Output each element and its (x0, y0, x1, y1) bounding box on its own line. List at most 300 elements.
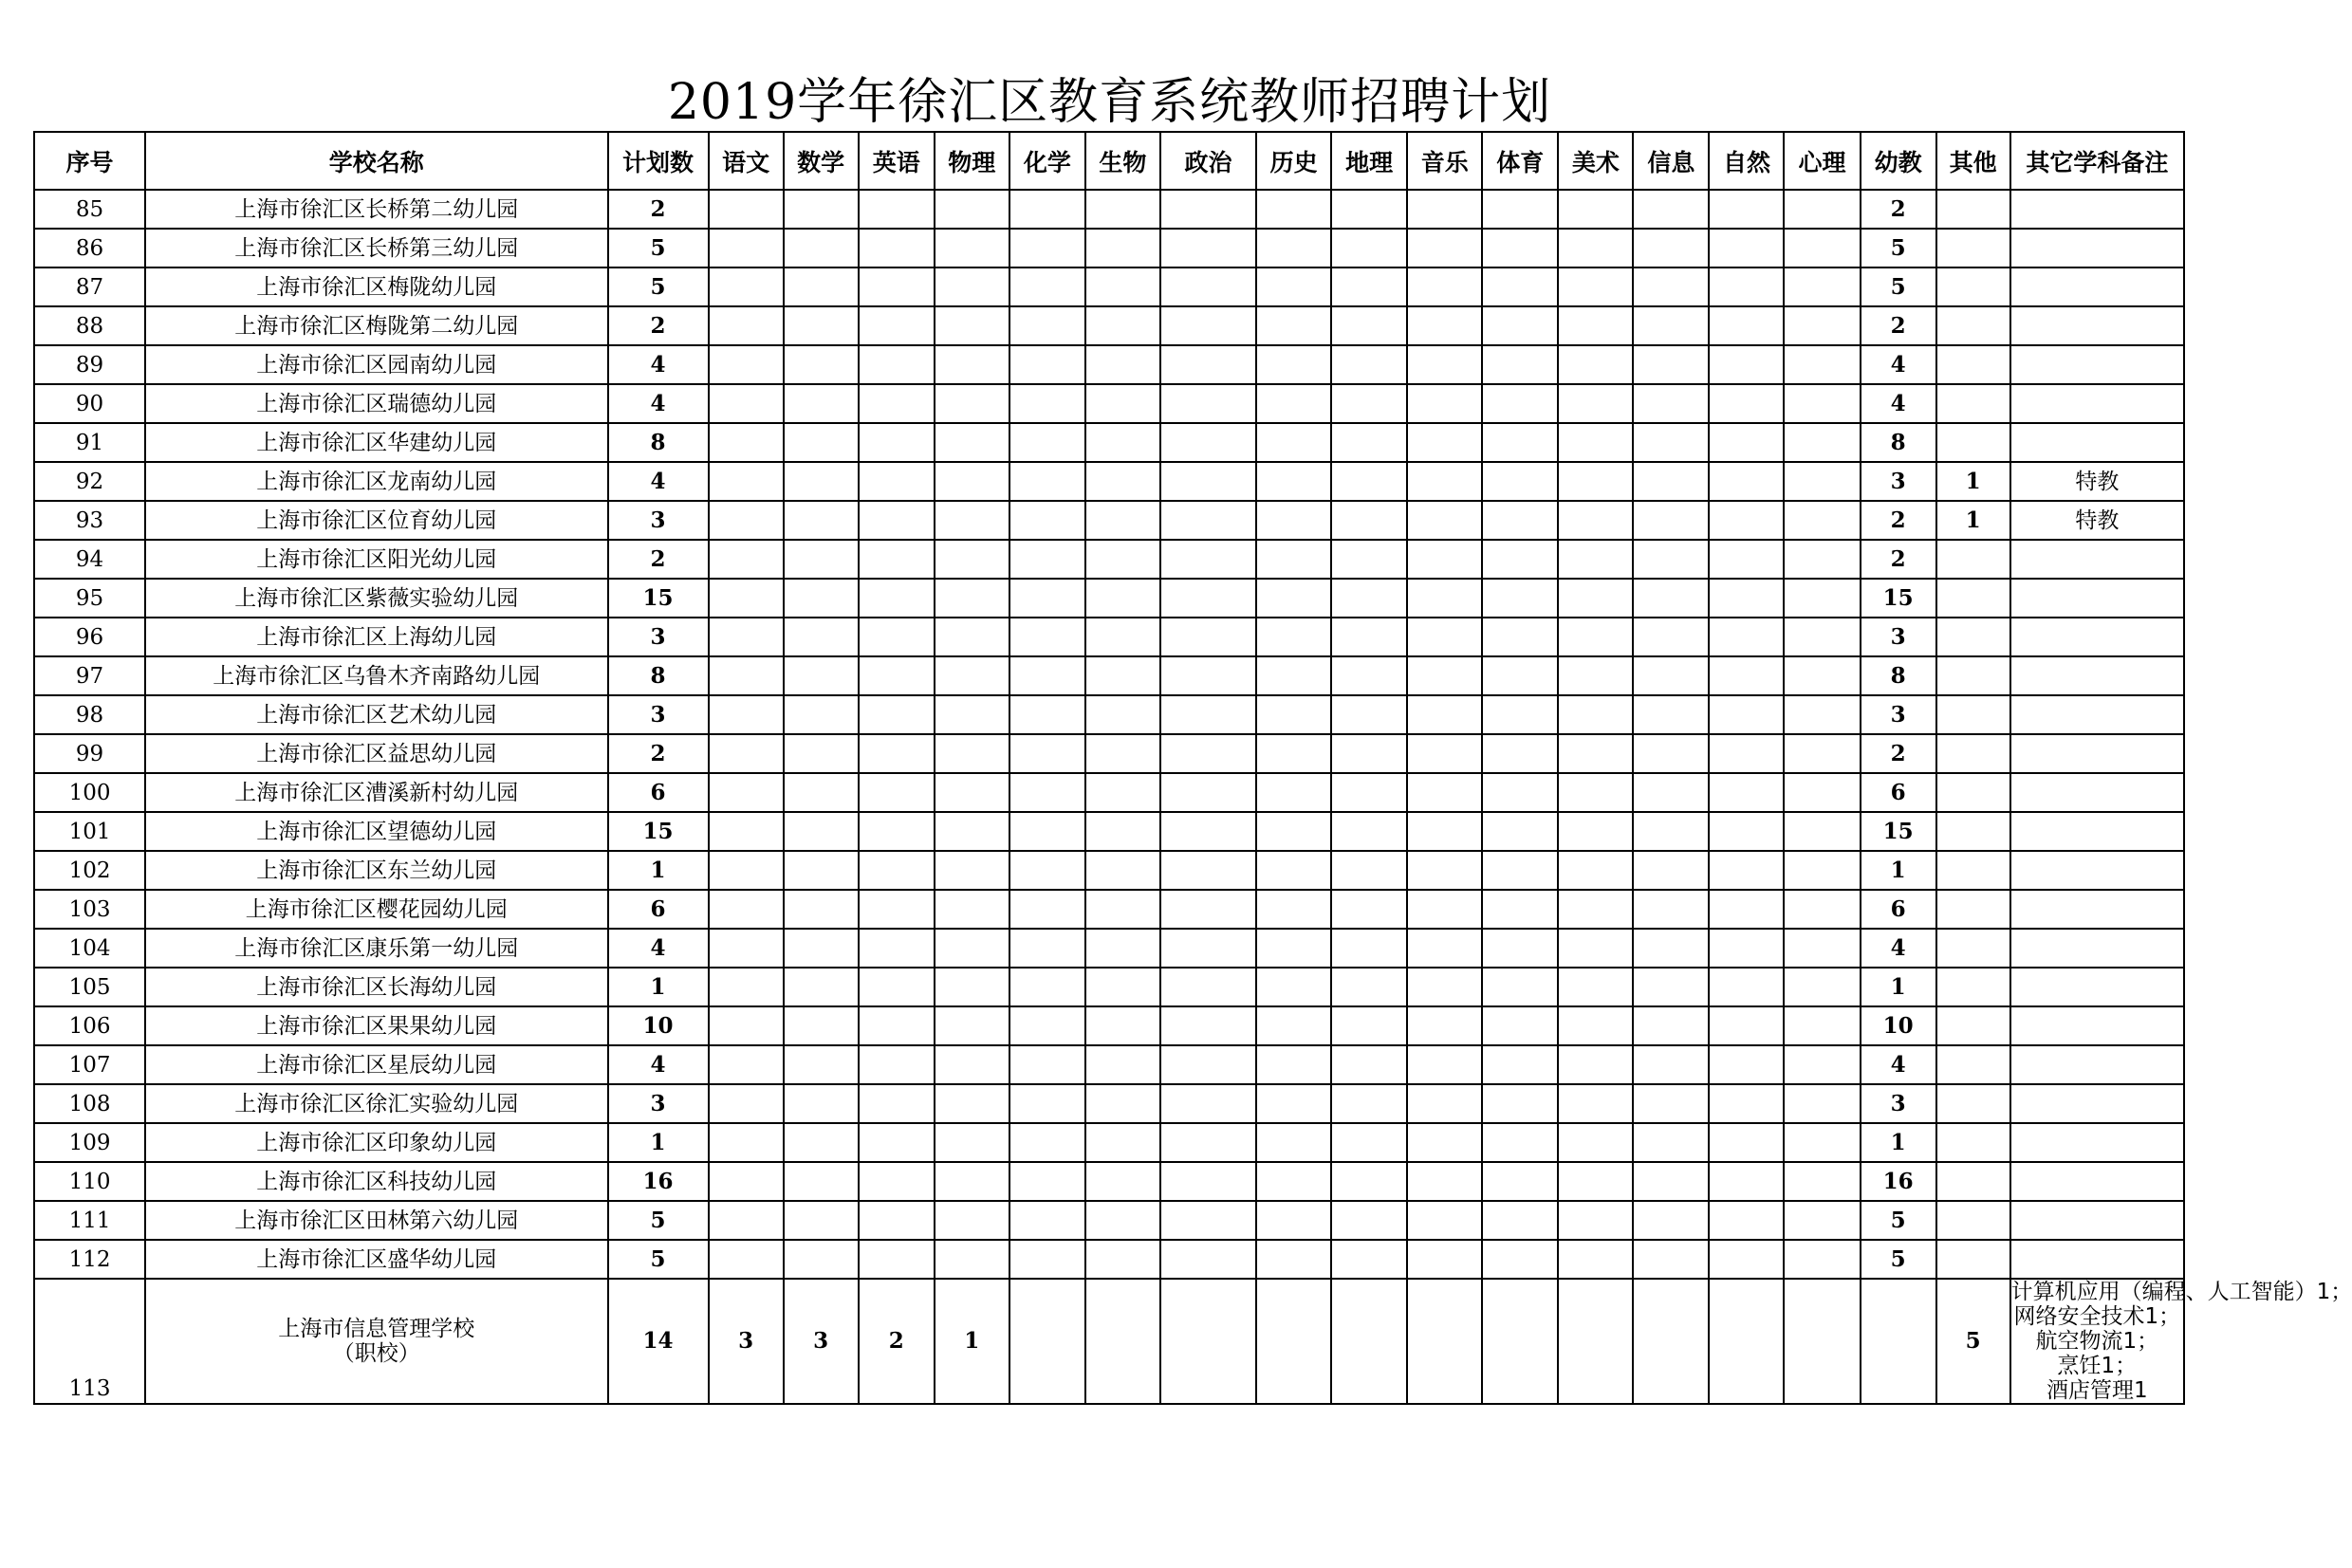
geography-count (1331, 851, 1407, 890)
it-count (1633, 1279, 1709, 1404)
psychology-count (1784, 773, 1860, 812)
chemistry-count (1009, 462, 1085, 501)
table-row (34, 1084, 2184, 1123)
geography-count (1331, 229, 1407, 267)
psychology-count (1784, 929, 1860, 968)
table-row (34, 1279, 2184, 1404)
politics-count (1160, 890, 1256, 929)
music-count (1407, 968, 1482, 1006)
music-count (1407, 1123, 1482, 1162)
math-count (784, 851, 859, 890)
plan-count: 3 (608, 1084, 709, 1123)
other-count (1936, 423, 2010, 462)
physics-count (935, 618, 1009, 656)
chinese-count (709, 384, 784, 423)
plan-count: 16 (608, 1162, 709, 1201)
geography-count (1331, 501, 1407, 540)
psychology-count (1784, 968, 1860, 1006)
math-count (784, 695, 859, 734)
table-row (34, 929, 2184, 968)
pe-count (1482, 618, 1558, 656)
plan-count: 2 (608, 306, 709, 345)
chemistry-count (1009, 1240, 1085, 1279)
chemistry-count (1009, 1201, 1085, 1240)
geography-count (1331, 1006, 1407, 1045)
music-count (1407, 812, 1482, 851)
chinese-count (709, 812, 784, 851)
school-name: 上海市徐汇区樱花园幼儿园 (145, 890, 607, 929)
table-row (34, 579, 2184, 618)
history-count (1256, 773, 1331, 812)
physics-count (935, 1006, 1009, 1045)
plan-count: 4 (608, 384, 709, 423)
other-count (1936, 695, 2010, 734)
biology-count (1085, 656, 1160, 695)
biology-count (1085, 384, 1160, 423)
geography-count (1331, 423, 1407, 462)
other-subject-remark (2010, 618, 2184, 656)
other-count (1936, 812, 2010, 851)
politics-count (1160, 773, 1256, 812)
chemistry-count (1009, 851, 1085, 890)
row-number: 109 (34, 1123, 145, 1162)
plan-count: 15 (608, 579, 709, 618)
geography-count (1331, 695, 1407, 734)
other-count (1936, 734, 2010, 773)
geography-count (1331, 267, 1407, 306)
chinese-count (709, 656, 784, 695)
chemistry-count (1009, 1084, 1085, 1123)
header-cell: 序号 (34, 132, 145, 190)
preschool-count: 15 (1861, 812, 1936, 851)
nature-count (1709, 890, 1784, 929)
header-cell: 美术 (1558, 132, 1633, 190)
preschool-count: 3 (1861, 618, 1936, 656)
plan-count: 3 (608, 695, 709, 734)
school-name: 上海市徐汇区星辰幼儿园 (145, 1045, 607, 1084)
other-count (1936, 1240, 2010, 1279)
table-row (34, 345, 2184, 384)
row-number: 94 (34, 540, 145, 579)
math-count (784, 968, 859, 1006)
nature-count (1709, 1162, 1784, 1201)
other-subject-remark (2010, 1084, 2184, 1123)
psychology-count (1784, 618, 1860, 656)
art-count (1558, 345, 1633, 384)
english-count (859, 229, 935, 267)
chinese-count (709, 345, 784, 384)
table-row (34, 812, 2184, 851)
plan-count: 1 (608, 1123, 709, 1162)
pe-count (1482, 229, 1558, 267)
politics-count (1160, 1123, 1256, 1162)
remark-line: 酒店管理1 (2046, 1378, 2148, 1403)
chemistry-count (1009, 734, 1085, 773)
geography-count (1331, 306, 1407, 345)
pe-count (1482, 1045, 1558, 1084)
plan-count: 3 (608, 618, 709, 656)
preschool-count: 5 (1861, 267, 1936, 306)
chinese-count (709, 1006, 784, 1045)
other-subject-remark (2010, 1123, 2184, 1162)
english-count (859, 423, 935, 462)
header-cell: 自然 (1709, 132, 1784, 190)
row-number: 107 (34, 1045, 145, 1084)
nature-count (1709, 229, 1784, 267)
art-count (1558, 968, 1633, 1006)
history-count (1256, 345, 1331, 384)
school-name: 上海市徐汇区长海幼儿园 (145, 968, 607, 1006)
chemistry-count (1009, 968, 1085, 1006)
school-name: 上海市徐汇区瑞德幼儿园 (145, 384, 607, 423)
english-count (859, 851, 935, 890)
chinese-count (709, 540, 784, 579)
school-name: 上海市徐汇区徐汇实验幼儿园 (145, 1084, 607, 1123)
pe-count (1482, 773, 1558, 812)
art-count (1558, 462, 1633, 501)
geography-count (1331, 190, 1407, 229)
geography-count (1331, 1201, 1407, 1240)
pe-count (1482, 1201, 1558, 1240)
psychology-count (1784, 267, 1860, 306)
plan-count: 2 (608, 734, 709, 773)
row-number: 111 (34, 1201, 145, 1240)
school-name: 上海市徐汇区康乐第一幼儿园 (145, 929, 607, 968)
it-count (1633, 734, 1709, 773)
english-count (859, 462, 935, 501)
physics-count (935, 695, 1009, 734)
biology-count (1085, 773, 1160, 812)
music-count (1407, 890, 1482, 929)
other-subject-remark (2010, 656, 2184, 695)
preschool-count: 2 (1861, 306, 1936, 345)
other-subject-remark (2010, 1240, 2184, 1279)
math-count (784, 462, 859, 501)
header-cell: 其它学科备注 (2010, 132, 2184, 190)
it-count (1633, 1123, 1709, 1162)
row-number: 100 (34, 773, 145, 812)
it-count (1633, 1240, 1709, 1279)
music-count (1407, 1240, 1482, 1279)
politics-count (1160, 968, 1256, 1006)
music-count (1407, 1279, 1482, 1404)
music-count (1407, 1201, 1482, 1240)
math-count (784, 1123, 859, 1162)
politics-count (1160, 734, 1256, 773)
history-count (1256, 1006, 1331, 1045)
politics-count (1160, 812, 1256, 851)
other-subject-remark (2010, 229, 2184, 267)
other-subject-remark (2010, 1006, 2184, 1045)
it-count (1633, 306, 1709, 345)
music-count (1407, 267, 1482, 306)
other-count (1936, 190, 2010, 229)
other-count (1936, 968, 2010, 1006)
geography-count (1331, 1162, 1407, 1201)
row-number: 89 (34, 345, 145, 384)
preschool-count: 2 (1861, 501, 1936, 540)
pe-count (1482, 1006, 1558, 1045)
other-subject-remark (2010, 1201, 2184, 1240)
politics-count (1160, 462, 1256, 501)
history-count (1256, 656, 1331, 695)
english-count (859, 929, 935, 968)
it-count (1633, 267, 1709, 306)
preschool-count: 4 (1861, 1045, 1936, 1084)
physics-count (935, 1240, 1009, 1279)
physics-count (935, 1084, 1009, 1123)
music-count (1407, 1162, 1482, 1201)
it-count (1633, 190, 1709, 229)
row-number: 102 (34, 851, 145, 890)
it-count (1633, 462, 1709, 501)
pe-count (1482, 929, 1558, 968)
it-count (1633, 1084, 1709, 1123)
geography-count (1331, 345, 1407, 384)
pe-count (1482, 462, 1558, 501)
english-count (859, 1201, 935, 1240)
other-subject-remark (2010, 267, 2184, 306)
chemistry-count (1009, 306, 1085, 345)
nature-count (1709, 851, 1784, 890)
english-count (859, 384, 935, 423)
psychology-count (1784, 579, 1860, 618)
nature-count (1709, 773, 1784, 812)
physics-count (935, 968, 1009, 1006)
geography-count (1331, 656, 1407, 695)
other-count (1936, 773, 2010, 812)
history-count (1256, 1240, 1331, 1279)
politics-count (1160, 1201, 1256, 1240)
row-number: 90 (34, 384, 145, 423)
geography-count (1331, 1045, 1407, 1084)
biology-count (1085, 345, 1160, 384)
school-name: 上海市徐汇区长桥第三幼儿园 (145, 229, 607, 267)
music-count (1407, 1006, 1482, 1045)
physics-count (935, 734, 1009, 773)
geography-count (1331, 540, 1407, 579)
preschool-count: 1 (1861, 1123, 1936, 1162)
nature-count (1709, 968, 1784, 1006)
preschool-count: 6 (1861, 890, 1936, 929)
other-subject-remark (2010, 773, 2184, 812)
psychology-count (1784, 1201, 1860, 1240)
psychology-count (1784, 1123, 1860, 1162)
header-row (34, 132, 2184, 190)
history-count (1256, 812, 1331, 851)
school-name: 上海市徐汇区田林第六幼儿园 (145, 1201, 607, 1240)
plan-count: 3 (608, 501, 709, 540)
remark-line: 网络安全技术1； (2013, 1304, 2181, 1329)
it-count (1633, 423, 1709, 462)
physics-count (935, 229, 1009, 267)
preschool-count: 2 (1861, 734, 1936, 773)
politics-count (1160, 267, 1256, 306)
math-count (784, 812, 859, 851)
preschool-count: 1 (1861, 851, 1936, 890)
math-count (784, 773, 859, 812)
music-count (1407, 501, 1482, 540)
history-count (1256, 579, 1331, 618)
row-number: 112 (34, 1240, 145, 1279)
pe-count (1482, 656, 1558, 695)
english-count (859, 540, 935, 579)
chinese-count (709, 695, 784, 734)
school-name (145, 1279, 607, 1404)
it-count (1633, 345, 1709, 384)
geography-count (1331, 890, 1407, 929)
geography-count (1331, 1279, 1407, 1404)
preschool-count: 6 (1861, 773, 1936, 812)
plan-count: 14 (608, 1279, 709, 1404)
school-name: 上海市徐汇区科技幼儿园 (145, 1162, 607, 1201)
other-count (1936, 306, 2010, 345)
pe-count (1482, 1240, 1558, 1279)
politics-count (1160, 190, 1256, 229)
plan-count: 8 (608, 656, 709, 695)
math-count (784, 890, 859, 929)
table-row (34, 229, 2184, 267)
chemistry-count (1009, 384, 1085, 423)
biology-count (1085, 695, 1160, 734)
nature-count (1709, 618, 1784, 656)
school-name: 上海市徐汇区梅陇第二幼儿园 (145, 306, 607, 345)
english-count (859, 968, 935, 1006)
table-row (34, 773, 2184, 812)
chemistry-count (1009, 812, 1085, 851)
other-count (1936, 851, 2010, 890)
politics-count (1160, 540, 1256, 579)
physics-count: 1 (935, 1279, 1009, 1404)
chemistry-count (1009, 656, 1085, 695)
pe-count (1482, 695, 1558, 734)
chemistry-count (1009, 540, 1085, 579)
preschool-count: 5 (1861, 1240, 1936, 1279)
nature-count (1709, 1045, 1784, 1084)
chemistry-count (1009, 1279, 1085, 1404)
it-count (1633, 1201, 1709, 1240)
psychology-count (1784, 423, 1860, 462)
other-count (1936, 1045, 2010, 1084)
math-count (784, 579, 859, 618)
it-count (1633, 968, 1709, 1006)
pe-count (1482, 734, 1558, 773)
physics-count (935, 1045, 1009, 1084)
nature-count (1709, 345, 1784, 384)
biology-count (1085, 1162, 1160, 1201)
art-count (1558, 423, 1633, 462)
english-count: 2 (859, 1279, 935, 1404)
other-count: 1 (1936, 462, 2010, 501)
art-count (1558, 501, 1633, 540)
table-row (34, 462, 2184, 501)
chemistry-count (1009, 1006, 1085, 1045)
chinese-count (709, 890, 784, 929)
math-count (784, 190, 859, 229)
art-count (1558, 579, 1633, 618)
row-number: 98 (34, 695, 145, 734)
english-count (859, 345, 935, 384)
math-count (784, 618, 859, 656)
art-count (1558, 1279, 1633, 1404)
chinese-count (709, 968, 784, 1006)
politics-count (1160, 851, 1256, 890)
english-count (859, 773, 935, 812)
art-count (1558, 851, 1633, 890)
it-count (1633, 1006, 1709, 1045)
physics-count (935, 345, 1009, 384)
school-name: 上海市徐汇区果果幼儿园 (145, 1006, 607, 1045)
table-row (34, 1123, 2184, 1162)
music-count (1407, 656, 1482, 695)
pe-count (1482, 540, 1558, 579)
pe-count (1482, 384, 1558, 423)
physics-count (935, 1123, 1009, 1162)
header-cell: 音乐 (1407, 132, 1482, 190)
chemistry-count (1009, 890, 1085, 929)
preschool-count: 8 (1861, 656, 1936, 695)
header-cell: 数学 (784, 132, 859, 190)
psychology-count (1784, 229, 1860, 267)
art-count (1558, 656, 1633, 695)
other-subject-remark (2010, 695, 2184, 734)
biology-count (1085, 618, 1160, 656)
preschool-count: 5 (1861, 1201, 1936, 1240)
geography-count (1331, 579, 1407, 618)
politics-count (1160, 501, 1256, 540)
school-name: 上海市徐汇区望德幼儿园 (145, 812, 607, 851)
plan-count: 4 (608, 1045, 709, 1084)
art-count (1558, 734, 1633, 773)
pe-count (1482, 1084, 1558, 1123)
psychology-count (1784, 890, 1860, 929)
other-subject-remark (2010, 851, 2184, 890)
art-count (1558, 1240, 1633, 1279)
physics-count (935, 423, 1009, 462)
nature-count (1709, 1201, 1784, 1240)
table-row (34, 423, 2184, 462)
school-name: 上海市徐汇区艺术幼儿园 (145, 695, 607, 734)
other-subject-remark (2010, 306, 2184, 345)
row-number: 103 (34, 890, 145, 929)
school-name: 上海市徐汇区盛华幼儿园 (145, 1240, 607, 1279)
chinese-count (709, 618, 784, 656)
school-name: 上海市徐汇区紫薇实验幼儿园 (145, 579, 607, 618)
it-count (1633, 929, 1709, 968)
table-row (34, 501, 2184, 540)
plan-count: 5 (608, 1201, 709, 1240)
physics-count (935, 851, 1009, 890)
school-name: 上海市徐汇区梅陇幼儿园 (145, 267, 607, 306)
biology-count (1085, 1123, 1160, 1162)
biology-count (1085, 1045, 1160, 1084)
art-count (1558, 306, 1633, 345)
table-row (34, 734, 2184, 773)
art-count (1558, 812, 1633, 851)
nature-count (1709, 462, 1784, 501)
music-count (1407, 929, 1482, 968)
history-count (1256, 540, 1331, 579)
table-row (34, 1162, 2184, 1201)
preschool-count (1861, 1279, 1936, 1404)
psychology-count (1784, 812, 1860, 851)
nature-count (1709, 384, 1784, 423)
math-count (784, 1045, 859, 1084)
music-count (1407, 734, 1482, 773)
geography-count (1331, 929, 1407, 968)
nature-count (1709, 1123, 1784, 1162)
english-count (859, 1045, 935, 1084)
